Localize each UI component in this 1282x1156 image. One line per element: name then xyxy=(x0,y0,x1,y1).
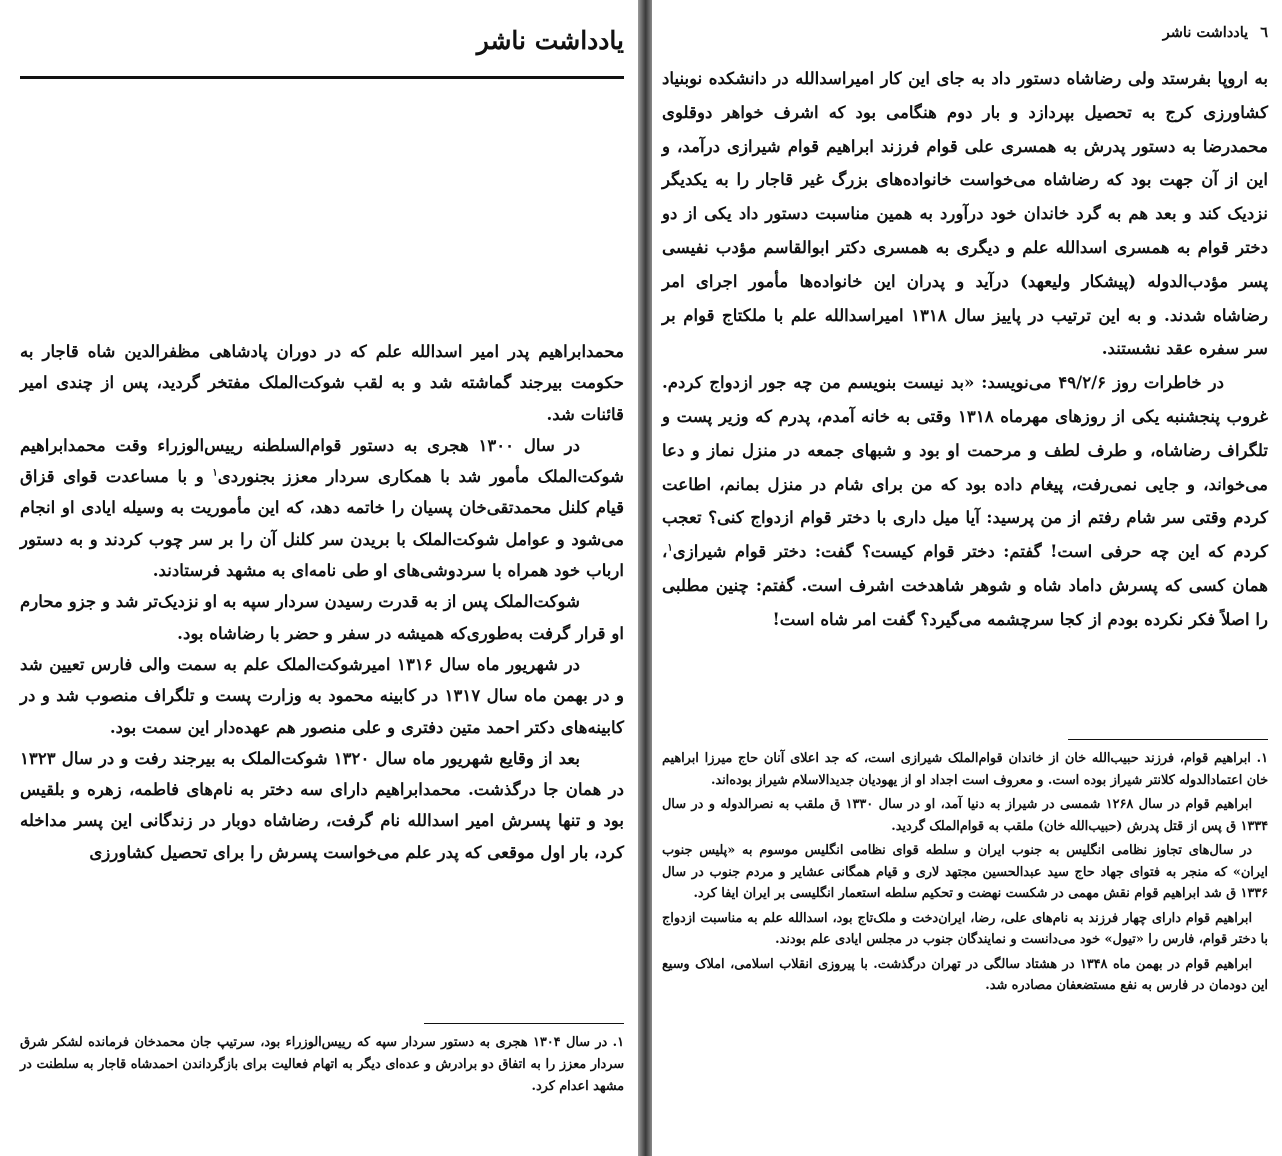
running-head-title: یادداشت ناشر xyxy=(1162,24,1249,41)
left-body-text xyxy=(20,336,624,868)
footnote-rule xyxy=(1068,739,1268,740)
book-gutter xyxy=(638,0,652,1156)
footnote: ابراهیم قوام دارای چهار فرزند به نام‌های علی، رضا، ایران‌دخت و ملک‌تاج بود، اسدالله علم به مناسبت ازدواج با دختر قوام، فارس را «تیول» خود می‌دانست و نمایندگان جنوب در مجلس ایادی علم بودند. xyxy=(662,910,1268,947)
right-page xyxy=(652,0,1282,1156)
chapter-title: یادداشت ناشر xyxy=(476,26,624,55)
footnote: ابراهیم قوام در سال ۱۲۶۸ شمسی در شیراز به دنیا آمد، او در سال ۱۳۳۰ ق ملقب به نصرالدوله و در سال ۱۳۳۴ ق پس از قتل پدرش (حبیب‌الله خان) ملقب به قوام‌الملک گردید. xyxy=(662,797,1268,834)
footnote-marker: ۱ xyxy=(667,542,673,554)
paragraph-text: ، همان کسی که پسرش داماد شاه و شوهر شاهدخت اشرف است. گفتم: چنین مطلبی را اصلاً فکر نکرده بودم از کجا سرچشمه می‌گیرد؟ گفت امر شاه است! xyxy=(662,541,1268,629)
footnote-marker: ۱ xyxy=(212,467,218,479)
paragraph: در شهریور ماه سال ۱۳۱۶ امیرشوکت‌الملک علم به سمت والی فارس تعیین شد و در بهمن ماه سال ۱۳۱۷ در کابینه محمود به وزارت پست و تلگراف منصوب شد و در کابینه‌های دکتر احمد متین دفتری و علی منصور هم عهده‌دار این سمت بود. xyxy=(20,653,624,737)
footnote: ابراهیم قوام در بهمن ماه ۱۳۴۸ در هشتاد سالگی در تهران درگذشت. با پیروزی انقلاب اسلامی، املاک وسیع این دودمان در فارس به نفع مستضعفان مصادره شد. xyxy=(662,956,1268,993)
paragraph-text: در سال ۱۳۰۰ هجری به دستور قوام‌السلطنه رییس‌الوزراء وقت محمدابراهیم شوکت‌الملک مأمور شد با همکاری سردار معزز بجنوردی xyxy=(20,434,625,487)
paragraph: محمدابراهیم پدر امیر اسدالله علم که در دوران پادشاهی مظفرالدین شاه قاجار به حکومت بیرجند گماشته شد و به لقب شوکت‌الملک مفتخر گردید، پس از چندی امیر قائنات شد. xyxy=(20,341,624,424)
footnote: ۱. ابراهیم قوام، فرزند حبیب‌الله خان از خاندان قوام‌الملک شیرازی است، که جد اعلای آنان حاج میرزا ابراهیم خان اعتمادالدوله کلانتر شیراز بوده است. و معروف است اجداد او از یهودیان جدیدالاسلام شیراز بوده‌اند. xyxy=(662,751,1268,788)
paragraph-text: و با مساعدت قوای قزاق قیام کلنل محمدتقی‌خان پسیان را خاتمه دهد، که این مأموریت به وسیله ایادی او انجام می‌شود و عوامل شوکت‌الملک با بریدن سر کلنل آن را بر سر چوب کردند و به دستور ارباب خود همراه با سردوشی‌های او طی نامه‌ای به مشهد فرستادند. xyxy=(20,466,624,581)
page-number: ٦ xyxy=(1260,24,1268,41)
title-rule xyxy=(20,76,624,79)
footnote: در سال‌های تجاوز نظامی انگلیس به جنوب ایران و سلطه قوای نظامی انگلیس موسوم به «پلیس جنوب ایران» که منجر به فتوای جهاد حاج سید عبدالحسین مجتهد لاری و قیام همگانی عشایر و مردم جنوب در سال ۱۳۳۶ ق شد ابراهیم قوام نقش مهمی در شکست نهضت و تحکیم سلطه استعمار انگلیسی بر ایران ایفا کرد. xyxy=(662,843,1268,901)
paragraph: به اروپا بفرستد ولی رضاشاه دستور داد به جای این کار امیراسدالله در دانشکده نوبنیاد کشاورزی کرج به تحصیل بپردازد و بار دوم هنگامی بود که اشرف خواهر دوقلوی محمدرضا به دستور پدرش به همسری علی قوام فرزند ابراهیم قوام شیرازی درآمد، و این از آن جهت بود که رضاشاه می‌خواست خانواده‌های بزرگ غیر قاجار را به یکدیگر نزدیک کند و بعد هم به گرد خاندان خود درآورد به همین مناسبت دستور داد یکی از دو دختر قوام به همسری اسدالله علم و دیگری به همسری دکتر ابوالقاسم مؤدب نفیسی پسر مؤدب‌الدوله (پیشکار ولیعهد) درآید و پدران این خانواده‌ها مأمور اجرای امر رضاشاه شدند. و به این ترتیب در پاییز سال ۱۳۱۸ امیراسدالله علم با ملکتاج قوام بر سر سفره عقد نشستند. xyxy=(662,68,1268,359)
left-page xyxy=(0,0,638,1156)
paragraph: شوکت‌الملک پس از به قدرت رسیدن سردار سپه به او نزدیک‌تر شد و جزو محارم او قرار گرفت به‌طوری‌که همیشه در سفر و حضر با رضاشاه بود. xyxy=(20,591,624,643)
paragraph: بعد از وقایع شهریور ماه سال ۱۳۲۰ شوکت‌الملک به بیرجند رفت و در سال ۱۳۲۳ در همان جا درگذشت. محمدابراهیم دارای سه دختر به نام‌های فاطمه، زهره و بلقیس بود و تنها پسرش امیر اسدالله نام گرفت، رضاشاه دوبار در زندگانی این پسر مداخله کرد، بار اول موقعی که پدر علم می‌خواست پسرش را برای تحصیل کشاورزی xyxy=(20,747,624,862)
running-head xyxy=(1163,24,1268,41)
right-footnotes xyxy=(662,748,1268,1000)
paragraph-text: در خاطرات روز ۴۹/۲/۶ می‌نویسد: «بد نیست بنویسم من چه جور ازدواج کردم. غروب پنجشنبه یکی از روزهای مهرماه ۱۳۱۸ وقتی به خانه آمدم، پدرم که وزیر پست و تلگراف رضاشاه، و طرف لطف و مرحمت او بود و شبهای جمعه در منزل نماز و دعا می‌خواند، و جایی نمی‌رفت، پیغام داده بود که من برای شام در منزل بمانم، اطاعت کردم وقتی سر شام رفتم از من پرسید: آیا میل داری با دختر قوام ازدواج کنی؟ تعجب کردم که این چه حرفی است! گفتم: دختر قوام کیست؟ گفت: دختر قوام شیرازی xyxy=(662,372,1268,562)
footnote-rule xyxy=(424,1023,624,1024)
paragraph xyxy=(20,430,624,586)
paragraph xyxy=(662,366,1268,636)
footnote: ۱. در سال ۱۳۰۴ هجری به دستور سردار سپه که رییس‌الوزراء بود، سرتیپ جان محمدخان فرمانده لشکر شرق سردار معزز را به اتفاق دو برادرش و عده‌ای دیگر به اتهام فعالیت برای بازگرداندن احمدشاه قاجار به سلطنت در مشهد اعدام کرد. xyxy=(20,1035,624,1094)
right-body-text xyxy=(662,62,1268,637)
left-footnotes xyxy=(20,1032,624,1098)
